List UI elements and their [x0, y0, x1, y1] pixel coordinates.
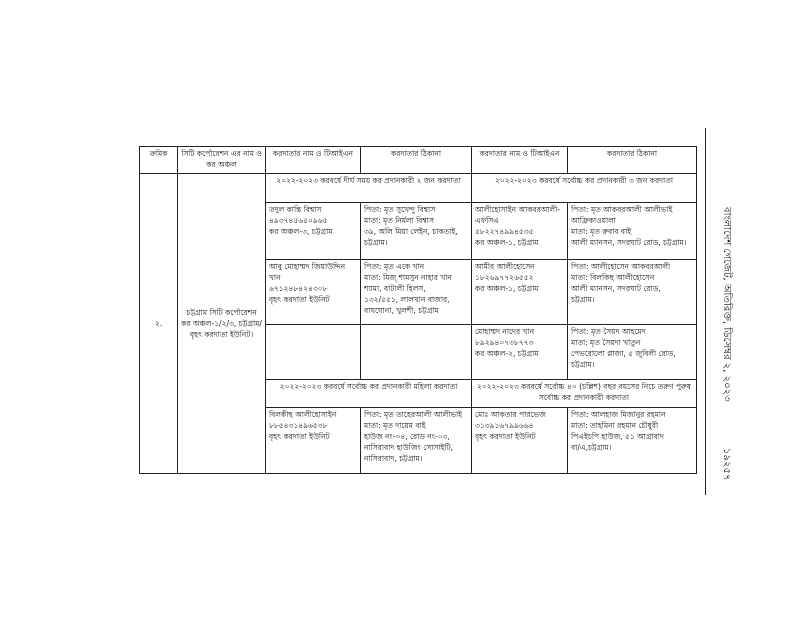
- address-line: ৩৯, অলি মিয়া লেইন, চাকতাই,: [364, 227, 458, 236]
- header-address-2: করদাতার ঠিকানা: [568, 147, 697, 174]
- taxpayer-name: বিলকীছ আলীহোসাইন: [269, 410, 337, 419]
- address-line: মাতা: মৃত নির্মলা বিশ্বাস: [364, 216, 434, 225]
- taxpayer-zone: বৃহৎ করদাতা ইউনিট: [475, 432, 536, 441]
- taxpayer-address-cell: [568, 260, 697, 325]
- address-line: চট্টগ্রাম।: [571, 360, 595, 369]
- address-line: চট্টগ্রাম।: [571, 295, 595, 304]
- page-number: ১৯২৫৭: [721, 448, 732, 481]
- taxpayer-address-cell: [361, 408, 472, 474]
- address-line: হাউজ নং-০৪, রোড নং-০৩,: [364, 432, 450, 441]
- address-line: মাতা: মিজ্ শামসুন নাহার খান: [364, 273, 452, 282]
- taxpayer-zone: বৃহৎ করদাতা ইউনিট: [269, 295, 330, 304]
- taxpayer-tin: ১৮২৬৯৭৭২৬৫৫২: [475, 273, 534, 282]
- address-line: নাসিরাবাদ, চট্টগ্রাম।: [364, 454, 423, 463]
- header-name-tin-1: করদাতার নাম ও টিআইএন: [266, 147, 361, 174]
- taxpayer-name-cell: [266, 203, 361, 260]
- margin-rule: [705, 128, 706, 495]
- address-line: বা/এ,চট্টগ্রাম।: [571, 443, 612, 452]
- taxpayer-address-cell: [568, 325, 697, 380]
- address-line: মাতা: তাহমিনা রহমান চৌধুরী: [571, 421, 659, 430]
- taxpayer-address-cell: [568, 408, 697, 474]
- header-serial: ক্রমিক: [140, 147, 178, 174]
- address-line: আলী ম্যানসন, সদরঘাট রোড,: [571, 284, 661, 293]
- section-female: ২০২২-২০২৩ করবর্ষে সর্বোচ্চ কর প্রদানকারী মহিলা করদাতা: [266, 380, 472, 408]
- address-line: পিতা: মৃত সুখেন্দু বিশ্বাস: [364, 205, 436, 214]
- address-line: মাতা: মৃত রুবাব বাই: [571, 227, 632, 236]
- address-line: মাতা: বিলকিছ আলীহোসেন: [571, 273, 655, 282]
- address-line: শ্যামা, বাটালী হিলস,: [364, 284, 426, 293]
- taxpayer-tin: ৩১৩৯১৬৭৯৯৬৬৪: [475, 421, 534, 430]
- taxpayer-zone: কর অঞ্চল-১, চট্টগ্রাম: [475, 284, 539, 293]
- taxpayer-table: [139, 146, 697, 474]
- address-line: পিতা: মৃত তাহেরআলী আলীভাই: [364, 410, 463, 419]
- empty-cell: [266, 325, 361, 380]
- taxpayer-tin: ৬৭১২৪৮৪২৪৩০৮: [269, 284, 328, 293]
- taxpayer-zone: কর অঞ্চল-৩, চট্টগ্রাম: [269, 227, 333, 236]
- address-line: চট্টগ্রাম।: [364, 238, 388, 247]
- corp-cell: চট্টগ্রাম সিটি কর্পোরেশন কর অঞ্চল-১/২/৩, চট্টগ্রাম/ বৃহৎ করদাতা ইউনিট।: [178, 174, 266, 474]
- taxpayer-name: আলীহোসাইন আকবরআলী- এফসিএ: [475, 205, 560, 225]
- taxpayer-name: আবু মোহাম্মদ জিয়াউদ্দিন খান: [269, 262, 346, 282]
- header-corp: সিটি কর্পোরেশন এর নাম ও কর অঞ্চল: [178, 147, 266, 174]
- header-name-tin-2: করদাতার নাম ও টিআইএন: [472, 147, 568, 174]
- empty-cell: [361, 325, 472, 380]
- address-line: পিতা: আলীহোসেন আকবরআলী: [571, 262, 671, 271]
- taxpayer-name-cell: [266, 408, 361, 474]
- address-line: ১৩২/৫৫১, লালখান বাজার,: [364, 295, 450, 304]
- taxpayer-tin: ৮৯২৯৪০৭৩৮৭৭৩: [475, 338, 534, 347]
- section-row-1: [140, 174, 697, 203]
- taxpayer-name: আমীর আলীহোসেন: [475, 262, 535, 271]
- taxpayer-name-cell: [472, 408, 568, 474]
- taxpayer-tin: ৫৮২২৭৪৯৯৪৫৩৫: [475, 227, 534, 236]
- taxpayer-address-cell: [361, 203, 472, 260]
- taxpayer-tin: ৪৯৩৭৪৫৬৫০৯৬৫: [269, 216, 328, 225]
- address-line: বাঘঘোনা, খুলশী, চট্টগ্রাম: [364, 306, 439, 315]
- taxpayer-name: মোহাম্মদ নাদের খান: [475, 327, 535, 336]
- taxpayer-name-cell: [266, 260, 361, 325]
- section-highest: ২০২২-২০২৩ করবর্ষে সর্বোচ্চ কর প্রদানকারী ৩ জন করদাতা: [472, 174, 697, 203]
- taxpayer-tin: ৮৮৫৪৩১৪৯৬৫৩৮: [269, 421, 328, 430]
- address-line: পিতা: মৃত সৈয়দ আহমেদ: [571, 327, 646, 336]
- section-young: ২০২২-২০২৩ করবর্ষে সর্বোচ্চ ৪০ (চল্লিশ) বছর বয়সের নিচে তরুণ পুরুষ সর্বোচ্চ কর প্রদানকারী করদাতা: [472, 380, 697, 408]
- header-address-1: করদাতার ঠিকানা: [361, 147, 472, 174]
- taxpayer-name: তদুল কান্তি বিশ্বাস: [269, 205, 322, 214]
- taxpayer-zone: কর অঞ্চল-১, চট্টগ্রাম: [475, 238, 539, 247]
- address-line: পিতা: আলহাজ মিজানুর রহমান: [571, 410, 666, 419]
- address-line: মাতা: মৃত সৈয়দা খাতুন: [571, 338, 641, 347]
- address-line: পিতা: মৃত একে খান: [364, 262, 425, 271]
- taxpayer-name-cell: [472, 260, 568, 325]
- taxpayer-zone: কর অঞ্চল-২, চট্টগ্রাম: [475, 349, 539, 358]
- address-line: পিএইচপি হাউজ, ৫১ আগ্রাবাদ: [571, 432, 664, 441]
- header-row: [140, 147, 697, 174]
- address-line: আলী ম্যানসন, সদরঘাট রোড, চট্টগ্রাম।: [571, 238, 687, 247]
- taxpayer-name-cell: [472, 203, 568, 260]
- address-line: পিতা: মৃত আকবরআলী আলীভাই আফ্রিকাওয়ালা: [571, 205, 673, 225]
- serial-cell: ২.: [140, 174, 178, 474]
- taxpayer-address-cell: [568, 203, 697, 260]
- taxpayer-address-cell: [361, 260, 472, 325]
- taxpayer-zone: বৃহৎ করদাতা ইউনিট: [269, 432, 330, 441]
- address-line: মাতা: মৃত দায়েম বাই: [364, 421, 426, 430]
- taxpayer-name: মোঃ আকতার পারভেজ: [475, 410, 546, 419]
- address-line: পেভরোলো প্লাজা, ৫ জুবিলী রোড,: [571, 349, 676, 358]
- section-longest: ২০২২-২০২৩ করবর্ষে দীর্ঘ সময় কর প্রদানকারী ২ জন করদাতা: [266, 174, 472, 203]
- gazette-header: বাংলাদেশ গেজেট, অতিরিক্ত, ডিসেম্বর ২, ২০২৩: [721, 207, 732, 402]
- taxpayer-name-cell: [472, 325, 568, 380]
- address-line: নাসিরাবাদ হাউজিং সোসাইটি,: [364, 443, 453, 452]
